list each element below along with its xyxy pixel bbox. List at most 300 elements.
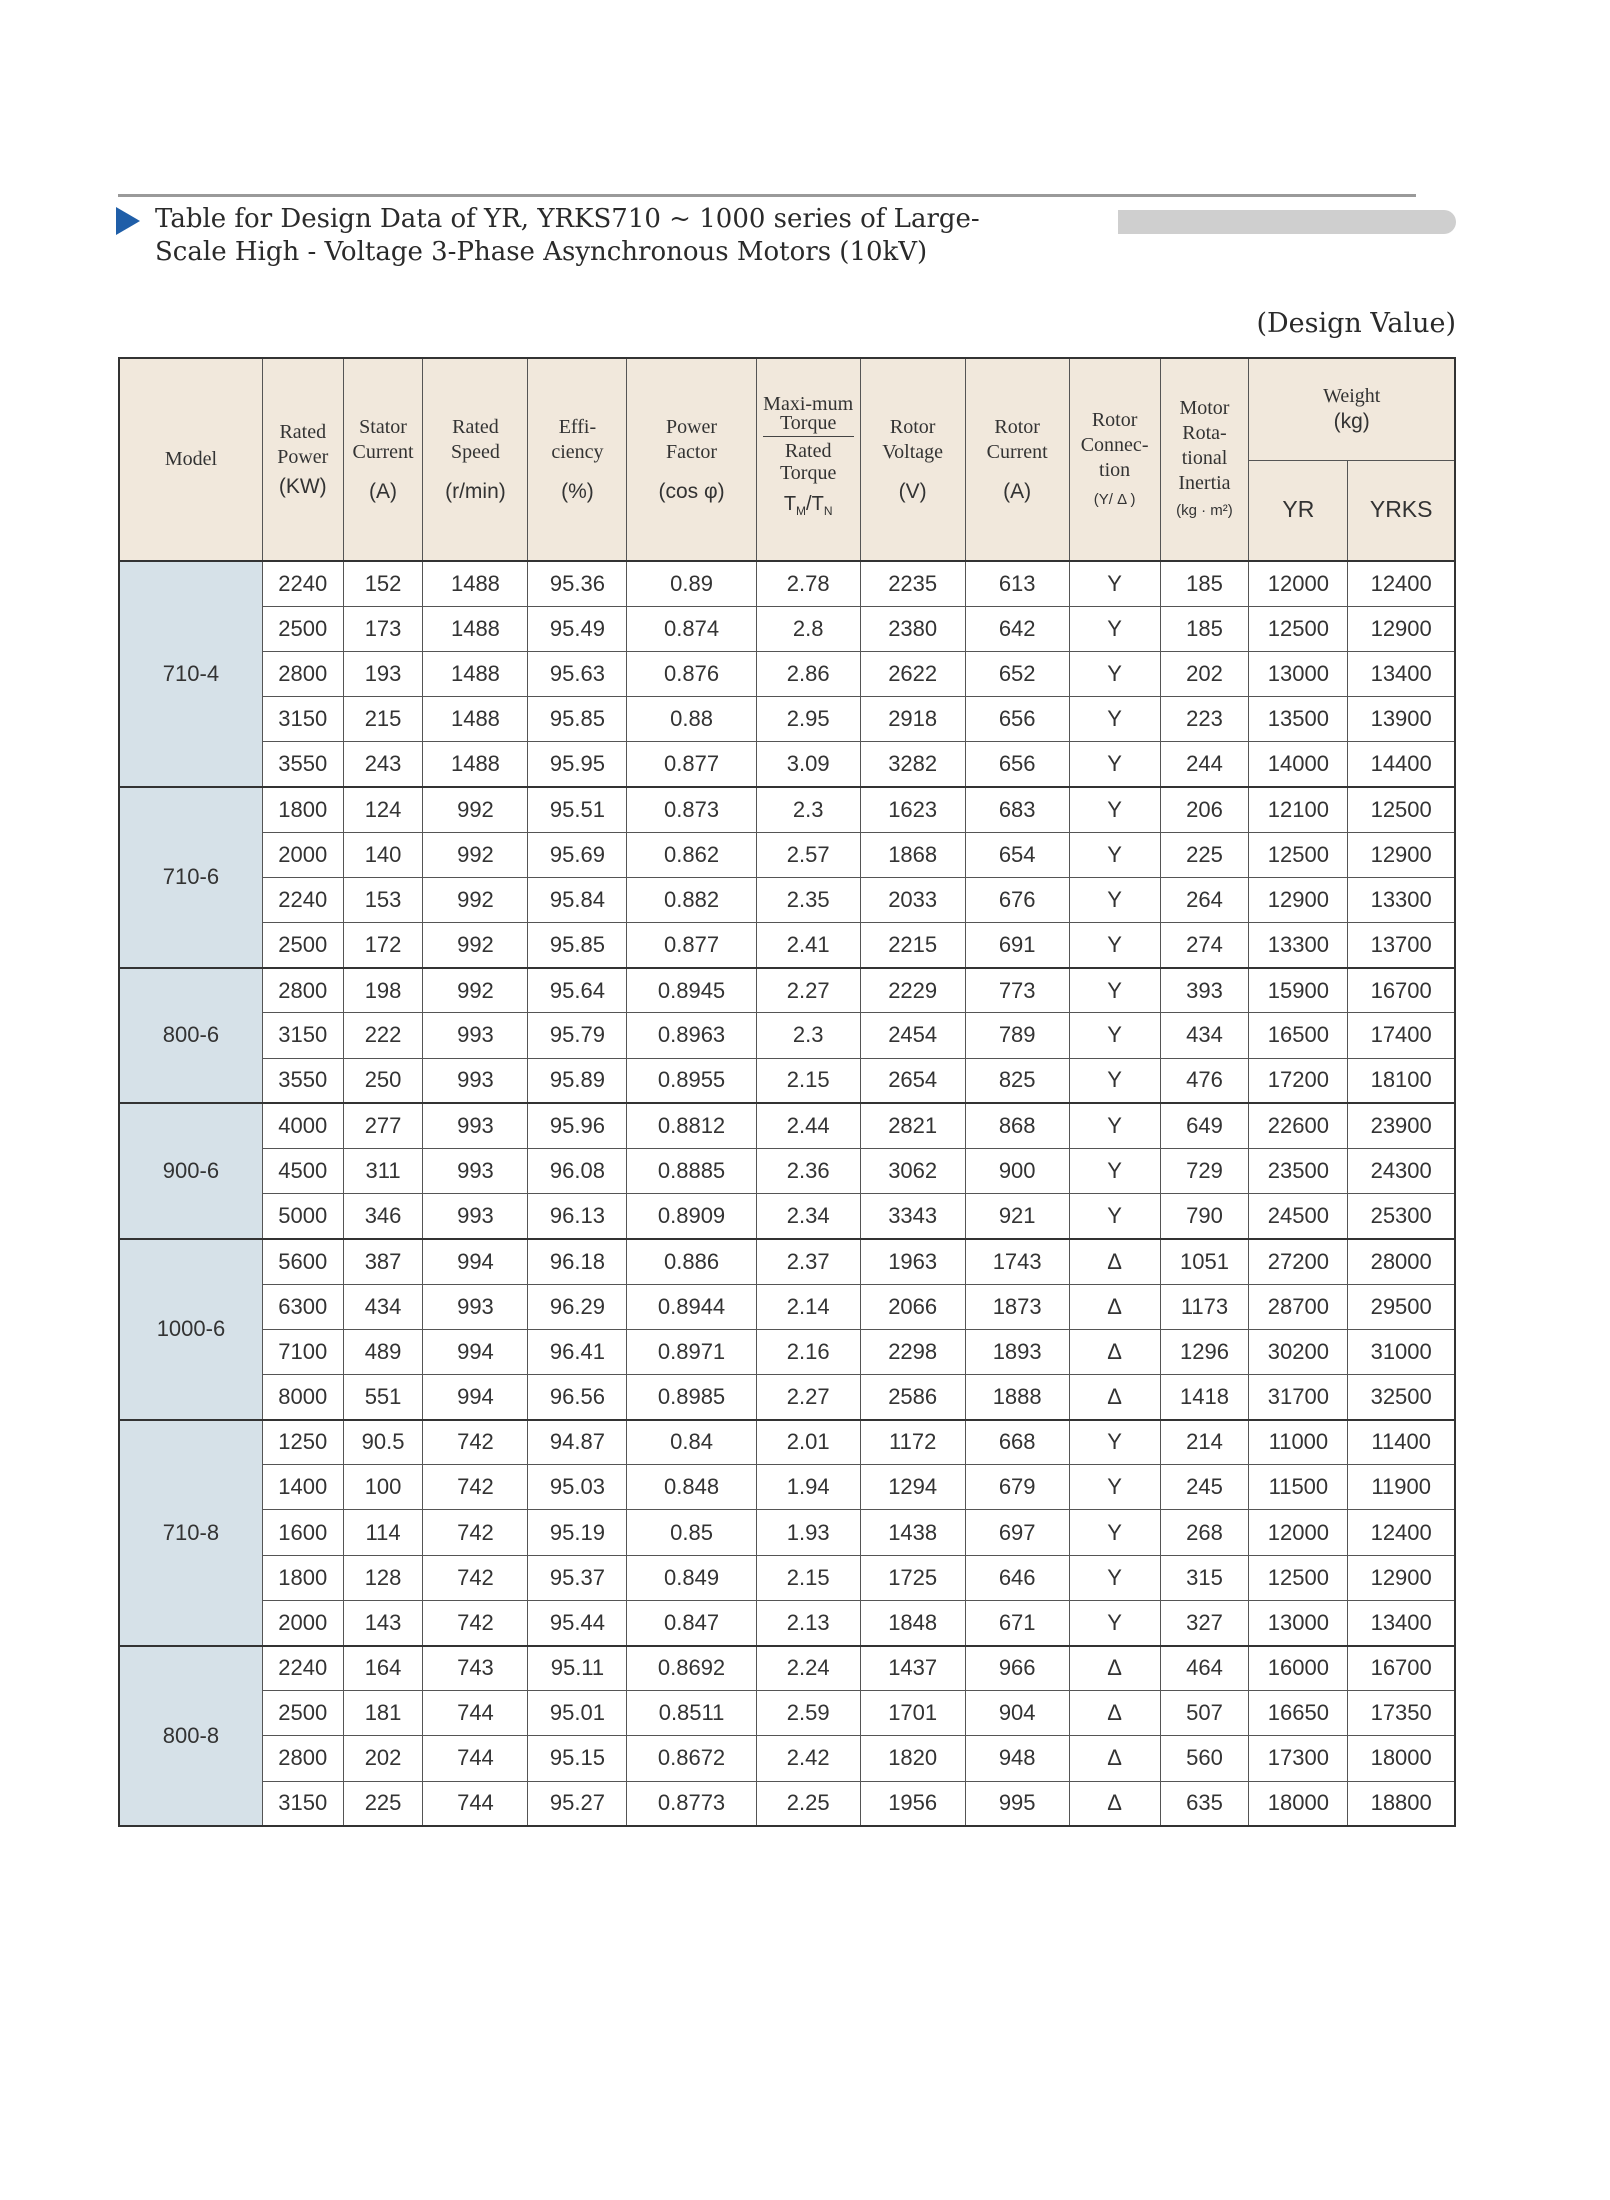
stator-current-cell: 114 [343,1510,423,1555]
power-factor-cell: 0.88 [627,697,756,742]
rotor-current-cell: 668 [965,1420,1069,1465]
weight-yrks-cell: 12500 [1348,787,1455,832]
weight-yr-cell: 16500 [1249,1013,1348,1058]
rotor-voltage-cell: 3282 [860,742,965,787]
model-cell: 710-6 [119,787,262,968]
rotor-current-cell: 697 [965,1510,1069,1555]
torque-ratio-cell: 2.78 [756,561,860,606]
model-cell: 1000-6 [119,1239,262,1420]
rotor-connection-cell: Δ [1069,1329,1160,1374]
efficiency-cell: 95.36 [528,561,627,606]
table-header [119,358,1455,561]
torque-ratio-cell: 2.01 [756,1420,860,1465]
rated-power-cell: 2500 [262,606,343,651]
weight-yr-cell: 16000 [1249,1646,1348,1691]
rotational-inertia-cell: 223 [1160,697,1249,742]
power-factor-cell: 0.8909 [627,1194,756,1239]
rotor-voltage-cell: 1437 [860,1646,965,1691]
rated-power-cell: 2800 [262,968,343,1013]
power-factor-cell: 0.873 [627,787,756,832]
weight-yrks-cell: 13400 [1348,1600,1455,1645]
weight-yr-cell: 12000 [1249,1510,1348,1555]
rotor-voltage-cell: 2380 [860,606,965,651]
rotor-current-cell: 656 [965,697,1069,742]
rotational-inertia-cell: 214 [1160,1420,1249,1465]
rated-power-cell: 7100 [262,1329,343,1374]
table-row [119,1194,1455,1239]
weight-yr-cell: 31700 [1249,1374,1348,1419]
rotor-voltage-cell: 1868 [860,832,965,877]
weight-yrks-cell: 11400 [1348,1420,1455,1465]
efficiency-cell: 95.64 [528,968,627,1013]
rated-speed-cell: 742 [423,1510,528,1555]
rated-speed-cell: 994 [423,1374,528,1419]
rated-power-cell: 2240 [262,877,343,922]
stator-current-cell: 215 [343,697,423,742]
rotor-voltage-cell: 2235 [860,561,965,606]
efficiency-cell: 94.87 [528,1420,627,1465]
rotor-connection-cell: Y [1069,923,1160,968]
efficiency-cell: 95.49 [528,606,627,651]
rated-power-cell: 4000 [262,1103,343,1148]
efficiency-cell: 95.84 [528,877,627,922]
rated-speed-cell: 993 [423,1284,528,1329]
decorative-gray-bar [1118,210,1456,234]
power-factor-cell: 0.8672 [627,1736,756,1781]
weight-yr-cell: 12100 [1249,787,1348,832]
rated-power-cell: 3550 [262,1058,343,1103]
torque-ratio-cell: 2.42 [756,1736,860,1781]
rated-speed-cell: 744 [423,1736,528,1781]
rotor-voltage-cell: 2821 [860,1103,965,1148]
rotor-connection-cell: Y [1069,1555,1160,1600]
rotor-connection-cell: Δ [1069,1736,1160,1781]
weight-yr-cell: 12900 [1249,877,1348,922]
motor-design-data-table [118,357,1456,1827]
efficiency-cell: 95.03 [528,1465,627,1510]
rated-speed-cell: 994 [423,1239,528,1284]
stator-current-cell: 90.5 [343,1420,423,1465]
stator-current-cell: 311 [343,1148,423,1193]
table-row [119,1555,1455,1600]
rotational-inertia-cell: 560 [1160,1736,1249,1781]
table-row [119,1239,1455,1284]
rated-speed-cell: 1488 [423,651,528,696]
stator-current-cell: 202 [343,1736,423,1781]
stator-current-cell: 152 [343,561,423,606]
model-cell: 710-8 [119,1420,262,1646]
rotor-current-cell: 676 [965,877,1069,922]
rotational-inertia-cell: 393 [1160,968,1249,1013]
rated-power-cell: 2800 [262,1736,343,1781]
torque-ratio-cell: 2.16 [756,1329,860,1374]
weight-yrks-cell: 18100 [1348,1058,1455,1103]
efficiency-cell: 95.19 [528,1510,627,1555]
power-factor-cell: 0.8971 [627,1329,756,1374]
rated-speed-cell: 744 [423,1781,528,1826]
table-row [119,1691,1455,1736]
model-cell: 800-8 [119,1646,262,1827]
weight-yr-cell: 30200 [1249,1329,1348,1374]
rotor-voltage-cell: 1438 [860,1510,965,1555]
torque-ratio-cell: 2.15 [756,1555,860,1600]
efficiency-cell: 95.01 [528,1691,627,1736]
header-rated-speed: Rated Speed (r/min) [423,358,528,561]
rotor-current-cell: 1873 [965,1284,1069,1329]
table-row [119,923,1455,968]
weight-yr-cell: 28700 [1249,1284,1348,1329]
rotational-inertia-cell: 790 [1160,1194,1249,1239]
power-factor-cell: 0.8985 [627,1374,756,1419]
table-row [119,651,1455,696]
rated-power-cell: 5000 [262,1194,343,1239]
rotor-voltage-cell: 1294 [860,1465,965,1510]
rotor-voltage-cell: 2066 [860,1284,965,1329]
rotational-inertia-cell: 264 [1160,877,1249,922]
torque-ratio-cell: 2.27 [756,1374,860,1419]
stator-current-cell: 128 [343,1555,423,1600]
rated-power-cell: 5600 [262,1239,343,1284]
rotor-voltage-cell: 2454 [860,1013,965,1058]
weight-yr-cell: 12500 [1249,1555,1348,1600]
torque-ratio-cell: 2.44 [756,1103,860,1148]
stator-current-cell: 434 [343,1284,423,1329]
table-row [119,1374,1455,1419]
stator-current-cell: 143 [343,1600,423,1645]
efficiency-cell: 96.08 [528,1148,627,1193]
rotational-inertia-cell: 185 [1160,606,1249,651]
rotor-connection-cell: Y [1069,1103,1160,1148]
weight-yr-cell: 12500 [1249,832,1348,877]
efficiency-cell: 95.85 [528,697,627,742]
weight-yr-cell: 22600 [1249,1103,1348,1148]
efficiency-cell: 96.56 [528,1374,627,1419]
torque-ratio-cell: 1.93 [756,1510,860,1555]
table-row [119,1781,1455,1826]
header-model: Model [119,358,262,561]
power-factor-cell: 0.886 [627,1239,756,1284]
rotor-current-cell: 900 [965,1148,1069,1193]
header-rotor-current: Rotor Current (A) [965,358,1069,561]
rotor-connection-cell: Y [1069,1013,1160,1058]
weight-yrks-cell: 12900 [1348,1555,1455,1600]
header-power-factor: Power Factor (cos φ) [627,358,756,561]
rotor-current-cell: 683 [965,787,1069,832]
power-factor-cell: 0.847 [627,1600,756,1645]
torque-ratio-cell: 2.34 [756,1194,860,1239]
efficiency-cell: 95.27 [528,1781,627,1826]
efficiency-cell: 95.69 [528,832,627,877]
rotor-voltage-cell: 1172 [860,1420,965,1465]
rotor-voltage-cell: 2586 [860,1374,965,1419]
rated-speed-cell: 993 [423,1058,528,1103]
header-rated-power: Rated Power (KW) [262,358,343,561]
rotor-current-cell: 1893 [965,1329,1069,1374]
rotor-connection-cell: Δ [1069,1374,1160,1419]
rotor-current-cell: 1888 [965,1374,1069,1419]
page-title [155,203,1055,269]
power-factor-cell: 0.8692 [627,1646,756,1691]
rotational-inertia-cell: 1296 [1160,1329,1249,1374]
rotor-connection-cell: Y [1069,742,1160,787]
rotor-voltage-cell: 1820 [860,1736,965,1781]
header-rotational-inertia: Motor Rota- tional Inertia (kg · m²) [1160,358,1249,561]
torque-ratio-cell: 1.94 [756,1465,860,1510]
torque-ratio-cell: 2.25 [756,1781,860,1826]
power-factor-cell: 0.8945 [627,968,756,1013]
model-cell: 710-4 [119,561,262,787]
rotational-inertia-cell: 327 [1160,1600,1249,1645]
rated-power-cell: 3150 [262,1013,343,1058]
weight-yr-cell: 13000 [1249,1600,1348,1645]
efficiency-cell: 95.79 [528,1013,627,1058]
rated-power-cell: 8000 [262,1374,343,1419]
weight-yr-cell: 24500 [1249,1194,1348,1239]
rotor-connection-cell: Δ [1069,1781,1160,1826]
power-factor-cell: 0.8812 [627,1103,756,1148]
weight-yrks-cell: 31000 [1348,1329,1455,1374]
rotor-voltage-cell: 2654 [860,1058,965,1103]
torque-ratio-cell: 2.59 [756,1691,860,1736]
rotor-voltage-cell: 1725 [860,1555,965,1600]
efficiency-cell: 95.44 [528,1600,627,1645]
rotor-connection-cell: Y [1069,1148,1160,1193]
table-row [119,832,1455,877]
weight-yr-cell: 15900 [1249,968,1348,1013]
stator-current-cell: 172 [343,923,423,968]
efficiency-cell: 96.29 [528,1284,627,1329]
table-row [119,1736,1455,1781]
weight-yrks-cell: 12900 [1348,606,1455,651]
table-row [119,1058,1455,1103]
weight-yrks-cell: 16700 [1348,968,1455,1013]
rated-speed-cell: 993 [423,1103,528,1148]
weight-yrks-cell: 13400 [1348,651,1455,696]
weight-yr-cell: 13500 [1249,697,1348,742]
rotor-current-cell: 921 [965,1194,1069,1239]
stator-current-cell: 181 [343,1691,423,1736]
header-rotor-connection: Rotor Connec- tion (Y/ Δ ) [1069,358,1160,561]
rotor-connection-cell: Y [1069,1058,1160,1103]
weight-yrks-cell: 17400 [1348,1013,1455,1058]
rotational-inertia-cell: 185 [1160,561,1249,606]
efficiency-cell: 96.13 [528,1194,627,1239]
rated-speed-cell: 743 [423,1646,528,1691]
model-cell: 800-6 [119,968,262,1104]
rotor-connection-cell: Δ [1069,1239,1160,1284]
rotational-inertia-cell: 464 [1160,1646,1249,1691]
rotor-current-cell: 948 [965,1736,1069,1781]
rotor-connection-cell: Y [1069,1465,1160,1510]
power-factor-cell: 0.8885 [627,1148,756,1193]
weight-yr-cell: 18000 [1249,1781,1348,1826]
rotor-voltage-cell: 3062 [860,1148,965,1193]
rated-speed-cell: 994 [423,1329,528,1374]
rotor-voltage-cell: 2622 [860,651,965,696]
rotor-voltage-cell: 2033 [860,877,965,922]
rated-power-cell: 2240 [262,1646,343,1691]
stator-current-cell: 243 [343,742,423,787]
power-factor-cell: 0.862 [627,832,756,877]
power-factor-cell: 0.8944 [627,1284,756,1329]
torque-ratio-cell: 2.35 [756,877,860,922]
torque-ratio-cell: 2.14 [756,1284,860,1329]
table-row [119,1148,1455,1193]
rotor-current-cell: 654 [965,832,1069,877]
weight-yr-cell: 11000 [1249,1420,1348,1465]
table-body [119,561,1455,1826]
stator-current-cell: 124 [343,787,423,832]
rated-speed-cell: 742 [423,1555,528,1600]
model-cell: 900-6 [119,1103,262,1239]
rotational-inertia-cell: 1418 [1160,1374,1249,1419]
torque-ratio-cell: 2.36 [756,1148,860,1193]
stator-current-cell: 225 [343,1781,423,1826]
table-row [119,1284,1455,1329]
weight-yrks-cell: 18000 [1348,1736,1455,1781]
table-row [119,1013,1455,1058]
rotor-voltage-cell: 2298 [860,1329,965,1374]
power-factor-cell: 0.877 [627,923,756,968]
rotor-current-cell: 773 [965,968,1069,1013]
rotational-inertia-cell: 274 [1160,923,1249,968]
rotor-connection-cell: Y [1069,877,1160,922]
rated-power-cell: 3150 [262,697,343,742]
header-weight: Weight (kg) [1249,358,1455,460]
weight-yr-cell: 13000 [1249,651,1348,696]
rotational-inertia-cell: 649 [1160,1103,1249,1148]
rotor-current-cell: 966 [965,1646,1069,1691]
rated-speed-cell: 993 [423,1013,528,1058]
weight-yrks-cell: 25300 [1348,1194,1455,1239]
power-factor-cell: 0.882 [627,877,756,922]
rotational-inertia-cell: 244 [1160,742,1249,787]
weight-yrks-cell: 28000 [1348,1239,1455,1284]
rotational-inertia-cell: 206 [1160,787,1249,832]
rated-speed-cell: 742 [423,1465,528,1510]
rotor-current-cell: 656 [965,742,1069,787]
table-row [119,1646,1455,1691]
stator-current-cell: 100 [343,1465,423,1510]
torque-ratio-cell: 2.3 [756,787,860,832]
stator-current-cell: 140 [343,832,423,877]
weight-yrks-cell: 14400 [1348,742,1455,787]
rotor-current-cell: 904 [965,1691,1069,1736]
torque-ratio-cell: 2.57 [756,832,860,877]
rated-power-cell: 6300 [262,1284,343,1329]
rotor-connection-cell: Y [1069,968,1160,1013]
table-row [119,787,1455,832]
rated-speed-cell: 1488 [423,561,528,606]
weight-yrks-cell: 24300 [1348,1148,1455,1193]
weight-yrks-cell: 13300 [1348,877,1455,922]
rotor-voltage-cell: 1623 [860,787,965,832]
efficiency-cell: 95.89 [528,1058,627,1103]
weight-yr-cell: 12500 [1249,606,1348,651]
weight-yr-cell: 17200 [1249,1058,1348,1103]
rotational-inertia-cell: 268 [1160,1510,1249,1555]
rated-power-cell: 1800 [262,1555,343,1600]
torque-ratio-cell: 2.13 [756,1600,860,1645]
rotor-voltage-cell: 1956 [860,1781,965,1826]
weight-yr-cell: 23500 [1249,1148,1348,1193]
stator-current-cell: 551 [343,1374,423,1419]
stator-current-cell: 222 [343,1013,423,1058]
rotational-inertia-cell: 635 [1160,1781,1249,1826]
rated-power-cell: 3550 [262,742,343,787]
power-factor-cell: 0.8773 [627,1781,756,1826]
rotor-voltage-cell: 1701 [860,1691,965,1736]
rated-power-cell: 1250 [262,1420,343,1465]
rated-speed-cell: 992 [423,877,528,922]
weight-yr-cell: 12000 [1249,561,1348,606]
power-factor-cell: 0.84 [627,1420,756,1465]
rated-speed-cell: 1488 [423,606,528,651]
power-factor-cell: 0.877 [627,742,756,787]
rotor-voltage-cell: 2215 [860,923,965,968]
rated-power-cell: 1600 [262,1510,343,1555]
weight-yr-cell: 27200 [1249,1239,1348,1284]
stator-current-cell: 250 [343,1058,423,1103]
rotor-current-cell: 868 [965,1103,1069,1148]
rotor-connection-cell: Y [1069,606,1160,651]
weight-yrks-cell: 13900 [1348,697,1455,742]
power-factor-cell: 0.85 [627,1510,756,1555]
rotor-connection-cell: Y [1069,561,1160,606]
torque-ratio-cell: 3.09 [756,742,860,787]
weight-yrks-cell: 12900 [1348,832,1455,877]
rotor-voltage-cell: 2229 [860,968,965,1013]
stator-current-cell: 198 [343,968,423,1013]
rated-power-cell: 4500 [262,1148,343,1193]
rotor-connection-cell: Y [1069,1194,1160,1239]
torque-ratio-cell: 2.3 [756,1013,860,1058]
rotor-connection-cell: Y [1069,697,1160,742]
rotor-connection-cell: Y [1069,787,1160,832]
rated-power-cell: 2800 [262,651,343,696]
rated-speed-cell: 992 [423,787,528,832]
stator-current-cell: 173 [343,606,423,651]
efficiency-cell: 95.63 [528,651,627,696]
efficiency-cell: 95.95 [528,742,627,787]
efficiency-cell: 96.18 [528,1239,627,1284]
efficiency-cell: 96.41 [528,1329,627,1374]
table-row [119,1510,1455,1555]
power-factor-cell: 0.89 [627,561,756,606]
rotational-inertia-cell: 315 [1160,1555,1249,1600]
rotor-current-cell: 995 [965,1781,1069,1826]
table-row [119,877,1455,922]
stator-current-cell: 277 [343,1103,423,1148]
rotor-current-cell: 652 [965,651,1069,696]
rotor-current-cell: 1743 [965,1239,1069,1284]
rotational-inertia-cell: 245 [1160,1465,1249,1510]
torque-ratio-cell: 2.37 [756,1239,860,1284]
stator-current-cell: 489 [343,1329,423,1374]
torque-ratio-cell: 2.27 [756,968,860,1013]
rated-speed-cell: 742 [423,1420,528,1465]
rotational-inertia-cell: 225 [1160,832,1249,877]
table-row [119,561,1455,606]
torque-ratio-cell: 2.8 [756,606,860,651]
rotational-inertia-cell: 507 [1160,1691,1249,1736]
rated-speed-cell: 992 [423,968,528,1013]
torque-ratio-symbol: $T_M/T_N$ [783,493,833,518]
rotor-connection-cell: Y [1069,651,1160,696]
stator-current-cell: 164 [343,1646,423,1691]
rotational-inertia-cell: 434 [1160,1013,1249,1058]
header-efficiency: Effi- ciency (%) [528,358,627,561]
